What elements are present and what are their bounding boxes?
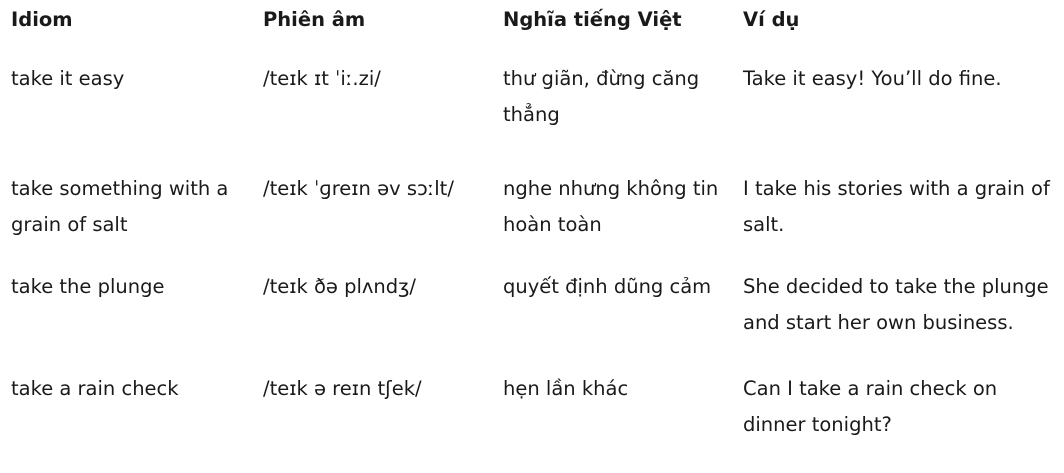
header-vietnamese-meaning: Nghĩa tiếng Việt (503, 8, 682, 31)
idiom-cell: take it easy (11, 67, 125, 90)
example-cell: I take his stories with a grain of salt. (743, 177, 1050, 236)
header-pronunciation: Phiên âm (263, 8, 366, 31)
table-body (0, 42, 1064, 473)
header-example: Ví dụ (743, 8, 800, 31)
table-row (0, 361, 1064, 473)
example-cell: She decided to take the plunge and start her own business. (743, 275, 1049, 334)
meaning-cell: hẹn lần khác (503, 377, 629, 400)
meaning-cell: quyết định dũng cảm (503, 275, 712, 298)
meaning-cell: thư giãn, đừng căng thẳng (503, 67, 700, 126)
table-row (0, 259, 1064, 361)
pronunciation-cell: /teɪk ə reɪn tʃek/ (263, 377, 422, 400)
table-header (0, 0, 1064, 42)
header-idiom: Idiom (11, 8, 73, 31)
table-row (0, 42, 1064, 163)
pronunciation-cell: /teɪk ðə plʌndʒ/ (263, 275, 416, 298)
example-cell: Can I take a rain check on dinner tonight? (743, 377, 998, 436)
table-row (0, 163, 1064, 259)
pronunciation-cell: /teɪk ˈɡreɪn əv sɔːlt/ (263, 177, 454, 200)
idiom-cell: take a rain check (11, 377, 179, 400)
idiom-cell: take the plunge (11, 275, 165, 298)
meaning-cell: nghe nhưng không tin hoàn toàn (503, 177, 719, 236)
example-cell: Take it easy! You’ll do fine. (743, 67, 1002, 90)
header-row (0, 0, 1064, 42)
pronunciation-cell: /teɪk ɪt ˈiː.zi/ (263, 67, 381, 90)
idiom-cell: take something with a grain of salt (11, 177, 229, 236)
